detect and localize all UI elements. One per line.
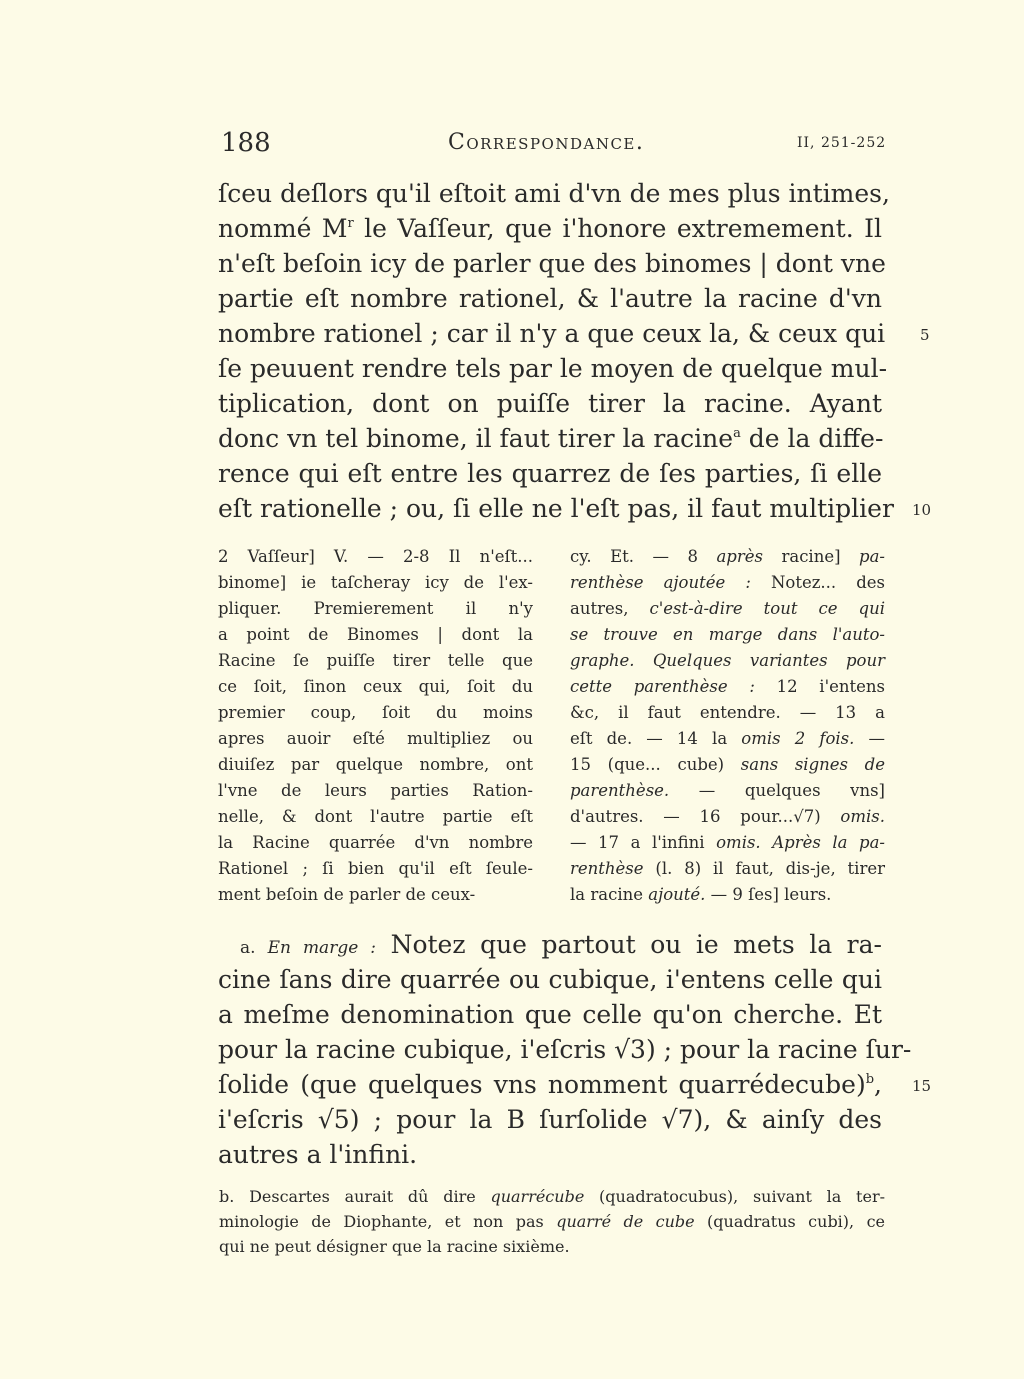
note-line: binome] ie taſcheray icy de l'ex- [218,573,533,592]
note-line [570,674,885,700]
text-line: eſt rationelle ; ou, ſi elle ne l'eſt pas, il faut multiplier [218,494,894,523]
italic-fragment: c'est-à-dire tout ce qui [649,599,885,618]
text-fragment: Notez que partout ou ie mets la ra- [376,930,882,959]
italic-fragment: parenthèse. [570,781,670,800]
text-line: ſe peuuent rendre tels par le moyen de quelque mul- [218,354,888,383]
text-line: tiplication, dont on puiſſe tirer la racine. Ayant [218,389,882,418]
text-fragment: b. Descartes aurait dû dire [219,1187,491,1206]
note-line [570,778,885,804]
line-number: 5 [920,326,930,344]
text-fragment: (quadratocubus), suivant la ter- [584,1187,886,1206]
note-line [570,882,885,908]
text-line: pour la racine cubique, i'eſcris √3) ; pour la racine ſur- [218,1035,912,1064]
text-line [218,1067,882,1102]
page-reference: II, 251-252 [797,135,887,151]
text-fragment: la racine [570,885,649,904]
text-fragment: nommé M [218,214,348,243]
text-line: a meſme denomination que celle qu'on cherche. Et [218,1000,882,1029]
italic-fragment: omis. Après la pa- [716,833,885,852]
note-line: pliquer. Premierement il n'y [218,599,533,618]
note-line: nelle, & dont l'autre partie eſt [218,807,533,826]
note-line [570,856,885,882]
footnote-line [219,1209,885,1234]
text-line [218,211,882,246]
text-fragment: (l. 8) il faut, dis-je, tirer [643,859,885,878]
note-line: se trouve en marge dans l'auto- [570,625,885,644]
text-line: autres a l'infini. [218,1140,418,1169]
text-fragment: (quadratus cubi), ce [694,1212,885,1231]
notes-left-column [218,544,533,908]
text-fragment: — [854,729,885,748]
text-fragment: donc vn tel binome, il faut tirer la racine [218,424,734,453]
critical-apparatus [218,544,884,914]
text-fragment: de la diffe- [740,424,884,453]
text-fragment: cy. Et. — 8 [570,547,717,566]
italic-fragment: ajouté. [648,885,706,904]
note-line: l'vne de leurs parties Ration- [218,781,533,800]
note-line: Racine ſe puiſſe tirer telle que [218,651,533,670]
italic-fragment: quarré de cube [556,1212,695,1231]
note-line: Rationel ; ſi bien qu'il eſt ſeule- [218,859,533,878]
notes-right-column [570,544,885,908]
text-fragment: 12 i'entens [754,677,885,696]
running-title: Correspondance. [448,130,645,155]
note-line [570,830,885,856]
note-line: diuiſez par quelque nombre, ont [218,755,533,774]
note-line: la Racine quarrée d'vn nombre [218,833,533,852]
italic-fragment: quarrécube [490,1187,585,1206]
text-fragment: , [874,1070,882,1099]
footnote-a [218,927,912,1172]
note-line [570,752,885,778]
text-line: rence qui eſt entre les quarrez de ſes parties, ſi elle [218,459,882,488]
text-fragment: eſt de. — 14 la [570,729,742,748]
footnote-marker: a [733,426,741,441]
footnote-b [219,1184,885,1259]
italic-fragment: omis 2 fois. [741,729,855,748]
text-fragment: le Vaſſeur, que i'honore extremement. Il [353,214,882,243]
text-line: partie eſt nombre rationel, & l'autre la racine d'vn [218,284,882,313]
text-line: ſceu deſlors qu'il eſtoit ami d'vn de mes plus intimes, [218,179,890,208]
page-number: 188 [221,128,271,158]
footnote-line: qui ne peut désigner que la racine sixième. [219,1237,570,1256]
note-line: ment beſoin de parler de ceux- [218,885,476,904]
main-text [218,176,894,526]
note-line [570,544,885,570]
italic-fragment: En marge : [267,938,377,958]
text-fragment: ſolide (que quelques vns nomment quarrédecube) [218,1070,866,1099]
text-fragment: racine] [762,547,860,566]
note-line: &c, il faut entendre. — 13 a [570,703,885,722]
text-line [218,927,882,962]
note-line [570,596,885,622]
note-line: 2 Vaſſeur] V. — 2-8 Il n'eſt... [218,547,533,566]
text-fragment: Notez... des [750,573,885,592]
line-number: 15 [912,1077,932,1095]
text-fragment: autres, [570,599,650,618]
text-line: n'eſt beſoin icy de parler que des binomes | dont vne [218,249,886,278]
italic-fragment: pa- [859,547,885,566]
text-fragment: 15 (que... cube) [570,755,741,774]
text-line [218,421,882,456]
text-line: cine ſans dire quarrée ou cubique, i'entens celle qui [218,965,882,994]
note-line [570,804,885,830]
note-line: apres auoir eſté multipliez ou [218,729,533,748]
footnote-line [219,1184,885,1209]
text-fragment: d'autres. — 16 pour...√7) [570,807,841,826]
italic-fragment: cette parenthèse : [570,677,755,696]
text-fragment: — 9 ſes] leurs. [705,885,832,904]
footnote-label: a. [240,938,268,958]
note-line: premier coup, ſoit du moins [218,703,533,722]
text-line: i'eſcris √5) ; pour la B ſurſolide √7), & ainſy des [218,1105,882,1134]
text-line: nombre rationel ; car il n'y a que ceux la, & ceux qui [218,319,886,348]
line-number: 10 [912,501,932,519]
note-line [570,570,885,596]
italic-fragment: renthèse [570,859,644,878]
superscript: r [347,216,354,231]
note-line: a point de Binomes | dont la [218,625,533,644]
italic-fragment: renthèse ajoutée : [570,573,751,592]
footnote-marker: b [865,1072,875,1087]
note-line [570,726,885,752]
text-fragment: minologie de Diophante, et non pas [219,1212,557,1231]
note-line: graphe. Quelques variantes pour [570,651,885,670]
italic-fragment: après [716,547,763,566]
text-fragment: — 17 a l'infini [570,833,717,852]
italic-fragment: sans signes de [740,755,885,774]
note-line: ce ſoit, ſinon ceux qui, ſoit du [218,677,533,696]
text-fragment: — quelques vns] [669,781,885,800]
italic-fragment: omis. [840,807,885,826]
